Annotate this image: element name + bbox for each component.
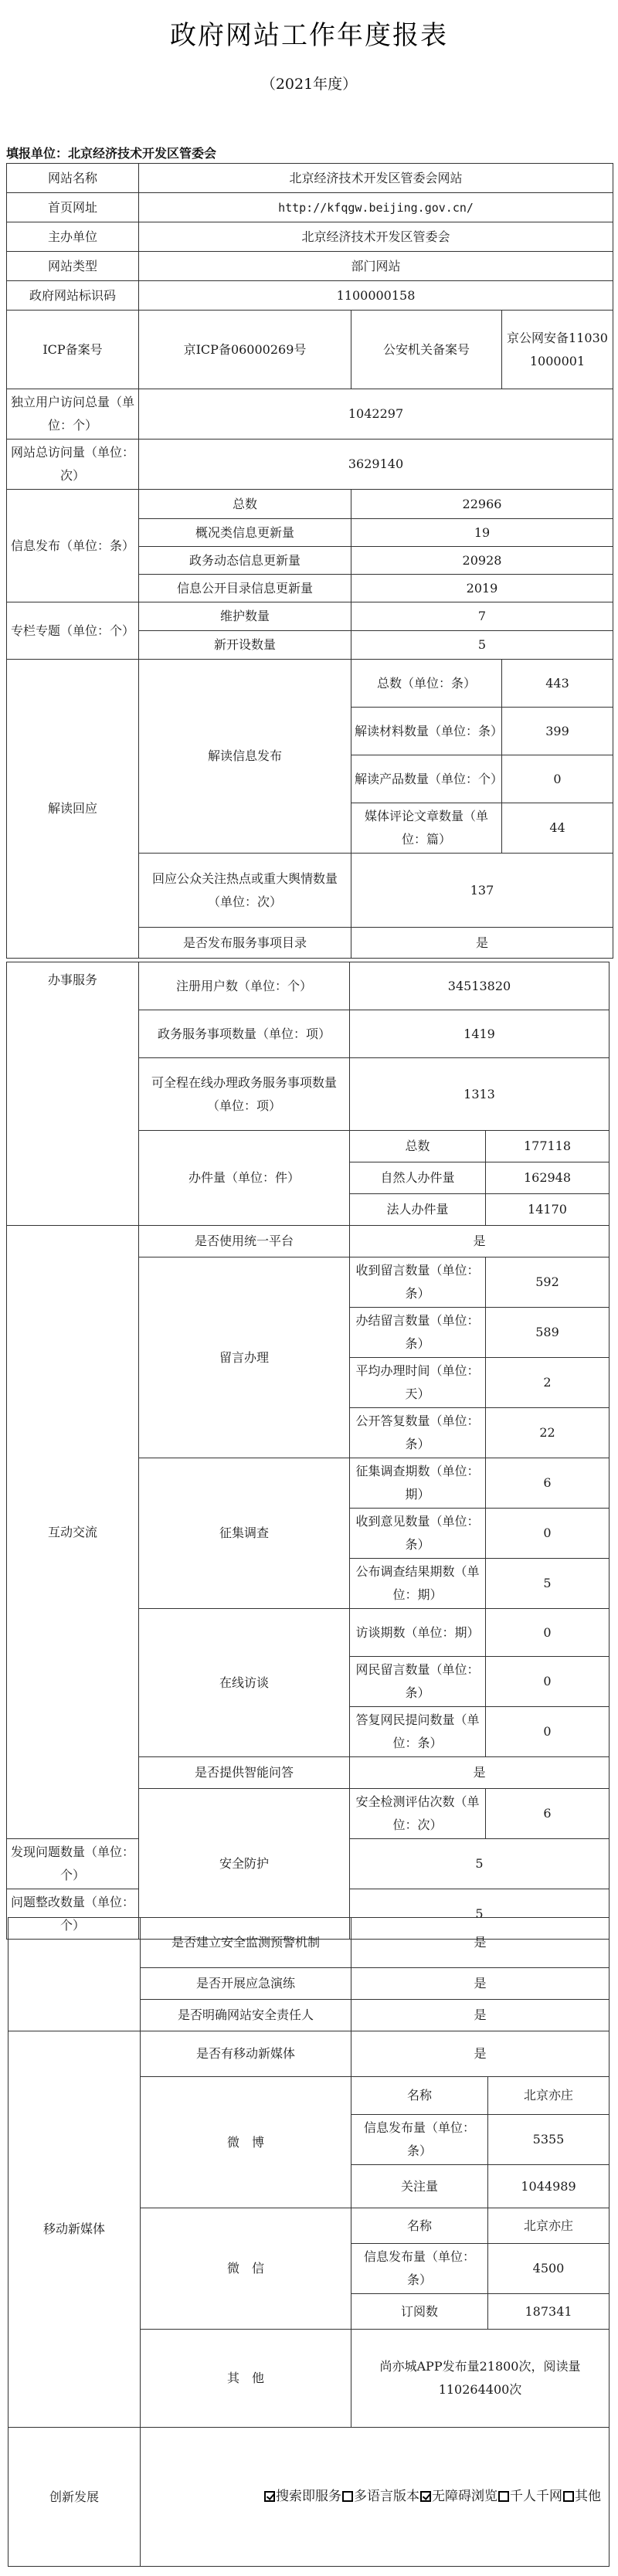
value: 是 <box>350 1226 610 1257</box>
value: 部门网站 <box>139 252 613 281</box>
label: 解读产品数量（单位：个） <box>351 755 502 803</box>
label: 征集调查期数（单位：期） <box>350 1458 486 1509</box>
value: 44 <box>502 803 613 854</box>
report-title: 政府网站工作年度报表 <box>170 20 448 51</box>
label: 维护数量 <box>139 602 351 631</box>
value: 177118 <box>486 1131 610 1162</box>
label: 网民留言数量（单位：条） <box>350 1657 486 1707</box>
section-label: 安全防护 <box>139 1789 350 1940</box>
value: 是 <box>351 928 613 959</box>
checkbox-checked-icon[interactable] <box>420 2491 431 2502</box>
label: 可全程在线办理政务服务事项数量（单位：项） <box>139 1058 350 1131</box>
value: 19 <box>351 519 613 547</box>
value: 2 <box>486 1358 610 1408</box>
label: 信息发布量（单位：条） <box>351 2244 488 2294</box>
sub-label: 微 博 <box>141 2077 351 2208</box>
sub-label: 其 他 <box>141 2330 351 2428</box>
row-has-media <box>8 2031 610 2077</box>
option-personalized[interactable]: 千人千网 <box>497 2485 562 2508</box>
label: 政务动态信息更新量 <box>139 547 351 575</box>
label: 新开设数量 <box>139 631 351 660</box>
label: 公布调查结果期数（单位：期） <box>350 1559 486 1609</box>
value: 是 <box>351 2000 610 2031</box>
value: 162948 <box>486 1162 610 1194</box>
value: 是 <box>351 1968 610 2000</box>
checkbox-checked-icon[interactable] <box>264 2491 275 2502</box>
value: 5 <box>350 1839 610 1889</box>
label: 总数 <box>350 1131 486 1162</box>
label: 解读材料数量（单位：条） <box>351 708 502 755</box>
label: 收到意见数量（单位：条） <box>350 1509 486 1559</box>
value: 589 <box>486 1308 610 1358</box>
label: 是否发布服务事项目录 <box>139 928 351 959</box>
innovation-options <box>141 2428 610 2567</box>
value: 1042297 <box>139 389 613 440</box>
value: 34513820 <box>350 962 610 1010</box>
label: 网站类型 <box>7 252 139 281</box>
sub-label: 征集调查 <box>139 1458 350 1609</box>
value: 20928 <box>351 547 613 575</box>
value: 14170 <box>486 1194 610 1226</box>
label: 平均办理时间（单位：天） <box>350 1358 486 1408</box>
section-label: 互动交流 <box>7 1226 139 1839</box>
option-search-service[interactable]: 搜索即服务 <box>263 2485 341 2508</box>
report-year: （2021年度） <box>260 76 358 93</box>
label: 公开答复数量（单位：条） <box>350 1408 486 1458</box>
label: 独立用户访问总量（单位：个） <box>7 389 139 440</box>
label: 是否有移动新媒体 <box>141 2031 351 2077</box>
label: 答复网民提问数量（单位：条） <box>350 1707 486 1757</box>
value: 187341 <box>488 2294 610 2330</box>
value: 北京经济技术开发区管委会 <box>139 222 613 252</box>
sub-label: 解读信息发布 <box>139 660 351 854</box>
section-label: 移动新媒体 <box>8 2031 141 2428</box>
label: 信息发布量（单位：条） <box>351 2115 488 2165</box>
checkbox-unchecked-icon[interactable] <box>342 2491 353 2502</box>
sub-label: 办件量（单位：件） <box>139 1131 350 1226</box>
row-innovation <box>8 2428 610 2567</box>
label: 是否建立安全监测预警机制 <box>141 1918 351 1968</box>
value: 京ICP备06000269号 <box>139 311 351 389</box>
label: 安全检测评估次数（单位：次） <box>350 1789 486 1839</box>
value: 6 <box>486 1458 610 1509</box>
value: 22966 <box>351 490 613 519</box>
label: 订阅数 <box>351 2294 488 2330</box>
value: 22 <box>486 1408 610 1458</box>
option-multilingual[interactable]: 多语言版本 <box>341 2485 419 2508</box>
value: 尚亦城APP发布量21800次，阅读量110264400次 <box>351 2330 610 2428</box>
label: 名称 <box>351 2208 488 2244</box>
label: 发现问题数量（单位：个） <box>7 1839 139 1889</box>
label: 总数 <box>139 490 351 519</box>
section-label: 办事服务 <box>7 962 139 1226</box>
sub-label: 在线访谈 <box>139 1609 350 1757</box>
value: 5355 <box>488 2115 610 2165</box>
label: 注册用户数（单位：个） <box>139 962 350 1010</box>
value: 5 <box>486 1559 610 1609</box>
value: 1100000158 <box>139 281 613 311</box>
label: 回应公众关注热点或重大舆情数量（单位：次） <box>139 854 351 928</box>
value: 4500 <box>488 2244 610 2294</box>
label: 问题整改数量（单位：个） <box>7 1889 139 1940</box>
table-security-media <box>8 1917 610 2567</box>
label: 名称 <box>351 2077 488 2115</box>
row-site-code <box>7 281 613 311</box>
label: 办结留言数量（单位：条） <box>350 1308 486 1358</box>
value: 5 <box>351 631 613 660</box>
value: 是 <box>350 1757 610 1789</box>
value: 0 <box>486 1609 610 1657</box>
row-uv <box>7 389 613 440</box>
row-site-type <box>7 252 613 281</box>
value: 399 <box>502 708 613 755</box>
section-label: 创新发展 <box>8 2428 141 2567</box>
option-other[interactable]: 其他 <box>562 2485 601 2508</box>
row-columns <box>7 602 613 631</box>
label: 主办单位 <box>7 222 139 252</box>
value: 北京亦庄 <box>488 2208 610 2244</box>
value: 7 <box>351 602 613 631</box>
row-sponsor <box>7 222 613 252</box>
label: 法人办件量 <box>350 1194 486 1226</box>
value: 6 <box>486 1789 610 1839</box>
label: 政务服务事项数量（单位：项） <box>139 1010 350 1058</box>
value: 592 <box>486 1257 610 1308</box>
row-users <box>7 962 610 1010</box>
value: 137 <box>351 854 613 928</box>
value: 0 <box>502 755 613 803</box>
row-interpret <box>7 660 613 708</box>
value: 443 <box>502 660 613 708</box>
table-basic-info <box>6 163 613 959</box>
row-icp <box>7 311 613 389</box>
section-label: 信息发布（单位：条） <box>7 490 139 602</box>
label: 总数（单位：条） <box>351 660 502 708</box>
section-label: 解读回应 <box>7 660 139 959</box>
value: 1044989 <box>488 2165 610 2208</box>
label: 政府网站标识码 <box>7 281 139 311</box>
value: 是 <box>351 1918 610 1968</box>
value: 北京亦庄 <box>488 2077 610 2115</box>
sub-label: 微 信 <box>141 2208 351 2330</box>
value: 5 <box>350 1889 610 1940</box>
row-site-name <box>7 164 613 193</box>
label: 自然人办件量 <box>350 1162 486 1194</box>
row-info-total <box>7 490 613 519</box>
row-security2 <box>8 1918 610 1968</box>
label: 是否使用统一平台 <box>139 1226 350 1257</box>
label: 首页网址 <box>7 193 139 222</box>
label: 关注量 <box>351 2165 488 2208</box>
label: 访谈期数（单位：期） <box>350 1609 486 1657</box>
label: 概况类信息更新量 <box>139 519 351 547</box>
value: 1313 <box>350 1058 610 1131</box>
section-label-empty <box>8 1918 141 2031</box>
label: 是否明确网站安全责任人 <box>141 2000 351 2031</box>
label: 网站名称 <box>7 164 139 193</box>
option-accessibility[interactable]: 无障碍浏览 <box>419 2485 497 2508</box>
value: 1419 <box>350 1010 610 1058</box>
section-label: 专栏专题（单位：个） <box>7 602 139 660</box>
checkbox-unchecked-icon[interactable] <box>498 2491 509 2502</box>
label: 是否提供智能问答 <box>139 1757 350 1789</box>
value: 0 <box>486 1509 610 1559</box>
sub-label: 留言办理 <box>139 1257 350 1458</box>
label: ICP备案号 <box>7 311 139 389</box>
row-pv <box>7 440 613 490</box>
label: 公安机关备案号 <box>351 311 502 389</box>
value: 京公网安备110301000001 <box>502 311 613 389</box>
label: 收到留言数量（单位：条） <box>350 1257 486 1308</box>
label: 信息公开目录信息更新量 <box>139 575 351 602</box>
row-platform <box>7 1226 610 1257</box>
value: 0 <box>486 1707 610 1757</box>
reporting-unit: 填报单位：北京经济技术开发区管委会 <box>6 146 217 161</box>
row-homepage <box>7 193 613 222</box>
value: 是 <box>351 2031 610 2077</box>
value: 3629140 <box>139 440 613 490</box>
value: 2019 <box>351 575 613 602</box>
table-services <box>6 962 610 1940</box>
value: 0 <box>486 1657 610 1707</box>
label: 是否开展应急演练 <box>141 1968 351 2000</box>
label: 媒体评论文章数量（单位：篇） <box>351 803 502 854</box>
checkbox-unchecked-icon[interactable] <box>563 2491 574 2502</box>
homepage-link[interactable]: http://kfqgw.beijing.gov.cn/ <box>139 193 613 222</box>
label: 网站总访问量（单位：次） <box>7 440 139 490</box>
value: 北京经济技术开发区管委会网站 <box>139 164 613 193</box>
